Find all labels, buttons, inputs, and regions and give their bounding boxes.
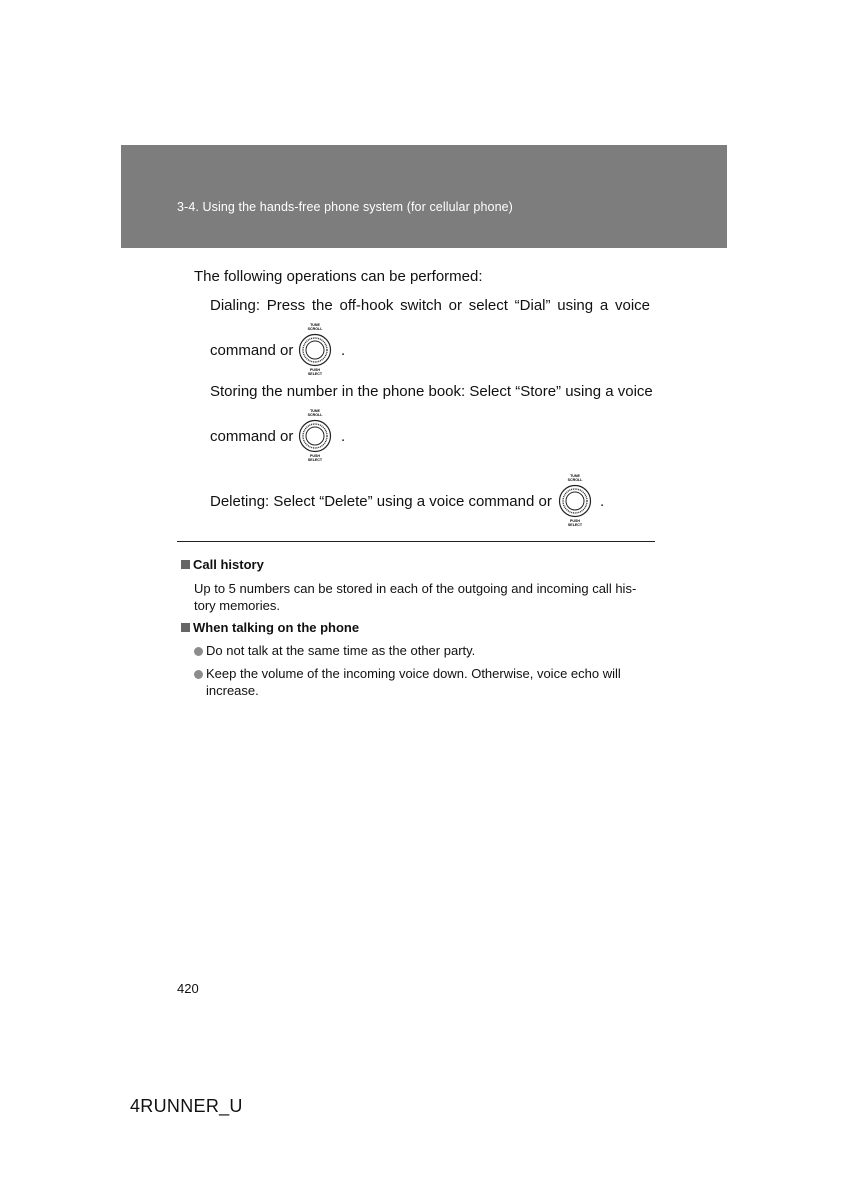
round-bullet-icon [194,647,203,656]
svg-text:SCROLL: SCROLL [307,327,323,331]
list-item [194,642,654,659]
svg-text:PUSH: PUSH [570,519,580,523]
note-body-call-history [194,580,654,614]
list-item-text: Keep the volume of the incoming voice down. Otherwise, voice echo will [206,666,621,681]
svg-text:SELECT: SELECT [307,458,323,462]
svg-text:PUSH: PUSH [310,454,320,458]
footer-code: 4RUNNER_U [130,1096,243,1116]
operation-dialing-line1: Dialing: Press the off-hook switch or select “Dial” using a voice [210,297,650,314]
svg-text:SELECT: SELECT [307,372,323,376]
svg-text:PUSH: PUSH [310,368,320,372]
list-item-text: Do not talk at the same time as the other party. [206,643,476,658]
list-item-text-cont: increase. [206,683,259,698]
square-bullet-icon [181,623,190,632]
operation-storing-line2: command or [210,428,294,445]
tune-select-knob-icon [558,472,592,530]
note-heading-call-history [181,557,264,572]
round-bullet-icon [194,670,203,679]
operation-deleting [210,492,552,512]
note-body-line: tory memories. [194,598,280,613]
operation-storing-cont [210,427,293,447]
operation-deleting-line1: Deleting: Select “Delete” using a voice command or [210,493,552,510]
note-body-line: Up to 5 numbers can be stored in each of the outgoing and incoming call his- [194,581,637,596]
section-divider [177,541,655,542]
section-title: 3-4. Using the hands-free phone system (for cellular phone) [177,200,513,214]
section-header-band [121,145,727,248]
operation-storing [210,382,653,402]
page-number: 420 [177,981,199,996]
svg-text:TUNE: TUNE [310,323,320,327]
operation-dialing-cont [210,341,293,361]
intro-text: The following operations can be performed: [194,268,483,285]
square-bullet-icon [181,560,190,569]
operation-dialing [210,296,650,316]
operation-dialing-line2: command or [210,342,294,359]
operation-dialing-end: . [341,342,346,359]
svg-text:SCROLL: SCROLL [567,478,583,482]
operation-storing-line1: Storing the number in the phone book: Select “Store” using a voice [210,383,653,400]
svg-text:SELECT: SELECT [567,523,583,527]
operation-storing-end: . [341,428,346,445]
svg-text:TUNE: TUNE [570,474,580,478]
tune-select-knob-icon [298,407,332,465]
list-item [194,665,654,699]
note-heading-talking [181,620,359,635]
note-heading-label: Call history [193,557,264,572]
operation-deleting-end: . [600,493,605,510]
svg-text:SCROLL: SCROLL [307,413,323,417]
svg-text:TUNE: TUNE [310,409,320,413]
tune-select-knob-icon [298,321,332,379]
note-heading-label: When talking on the phone [193,620,360,635]
